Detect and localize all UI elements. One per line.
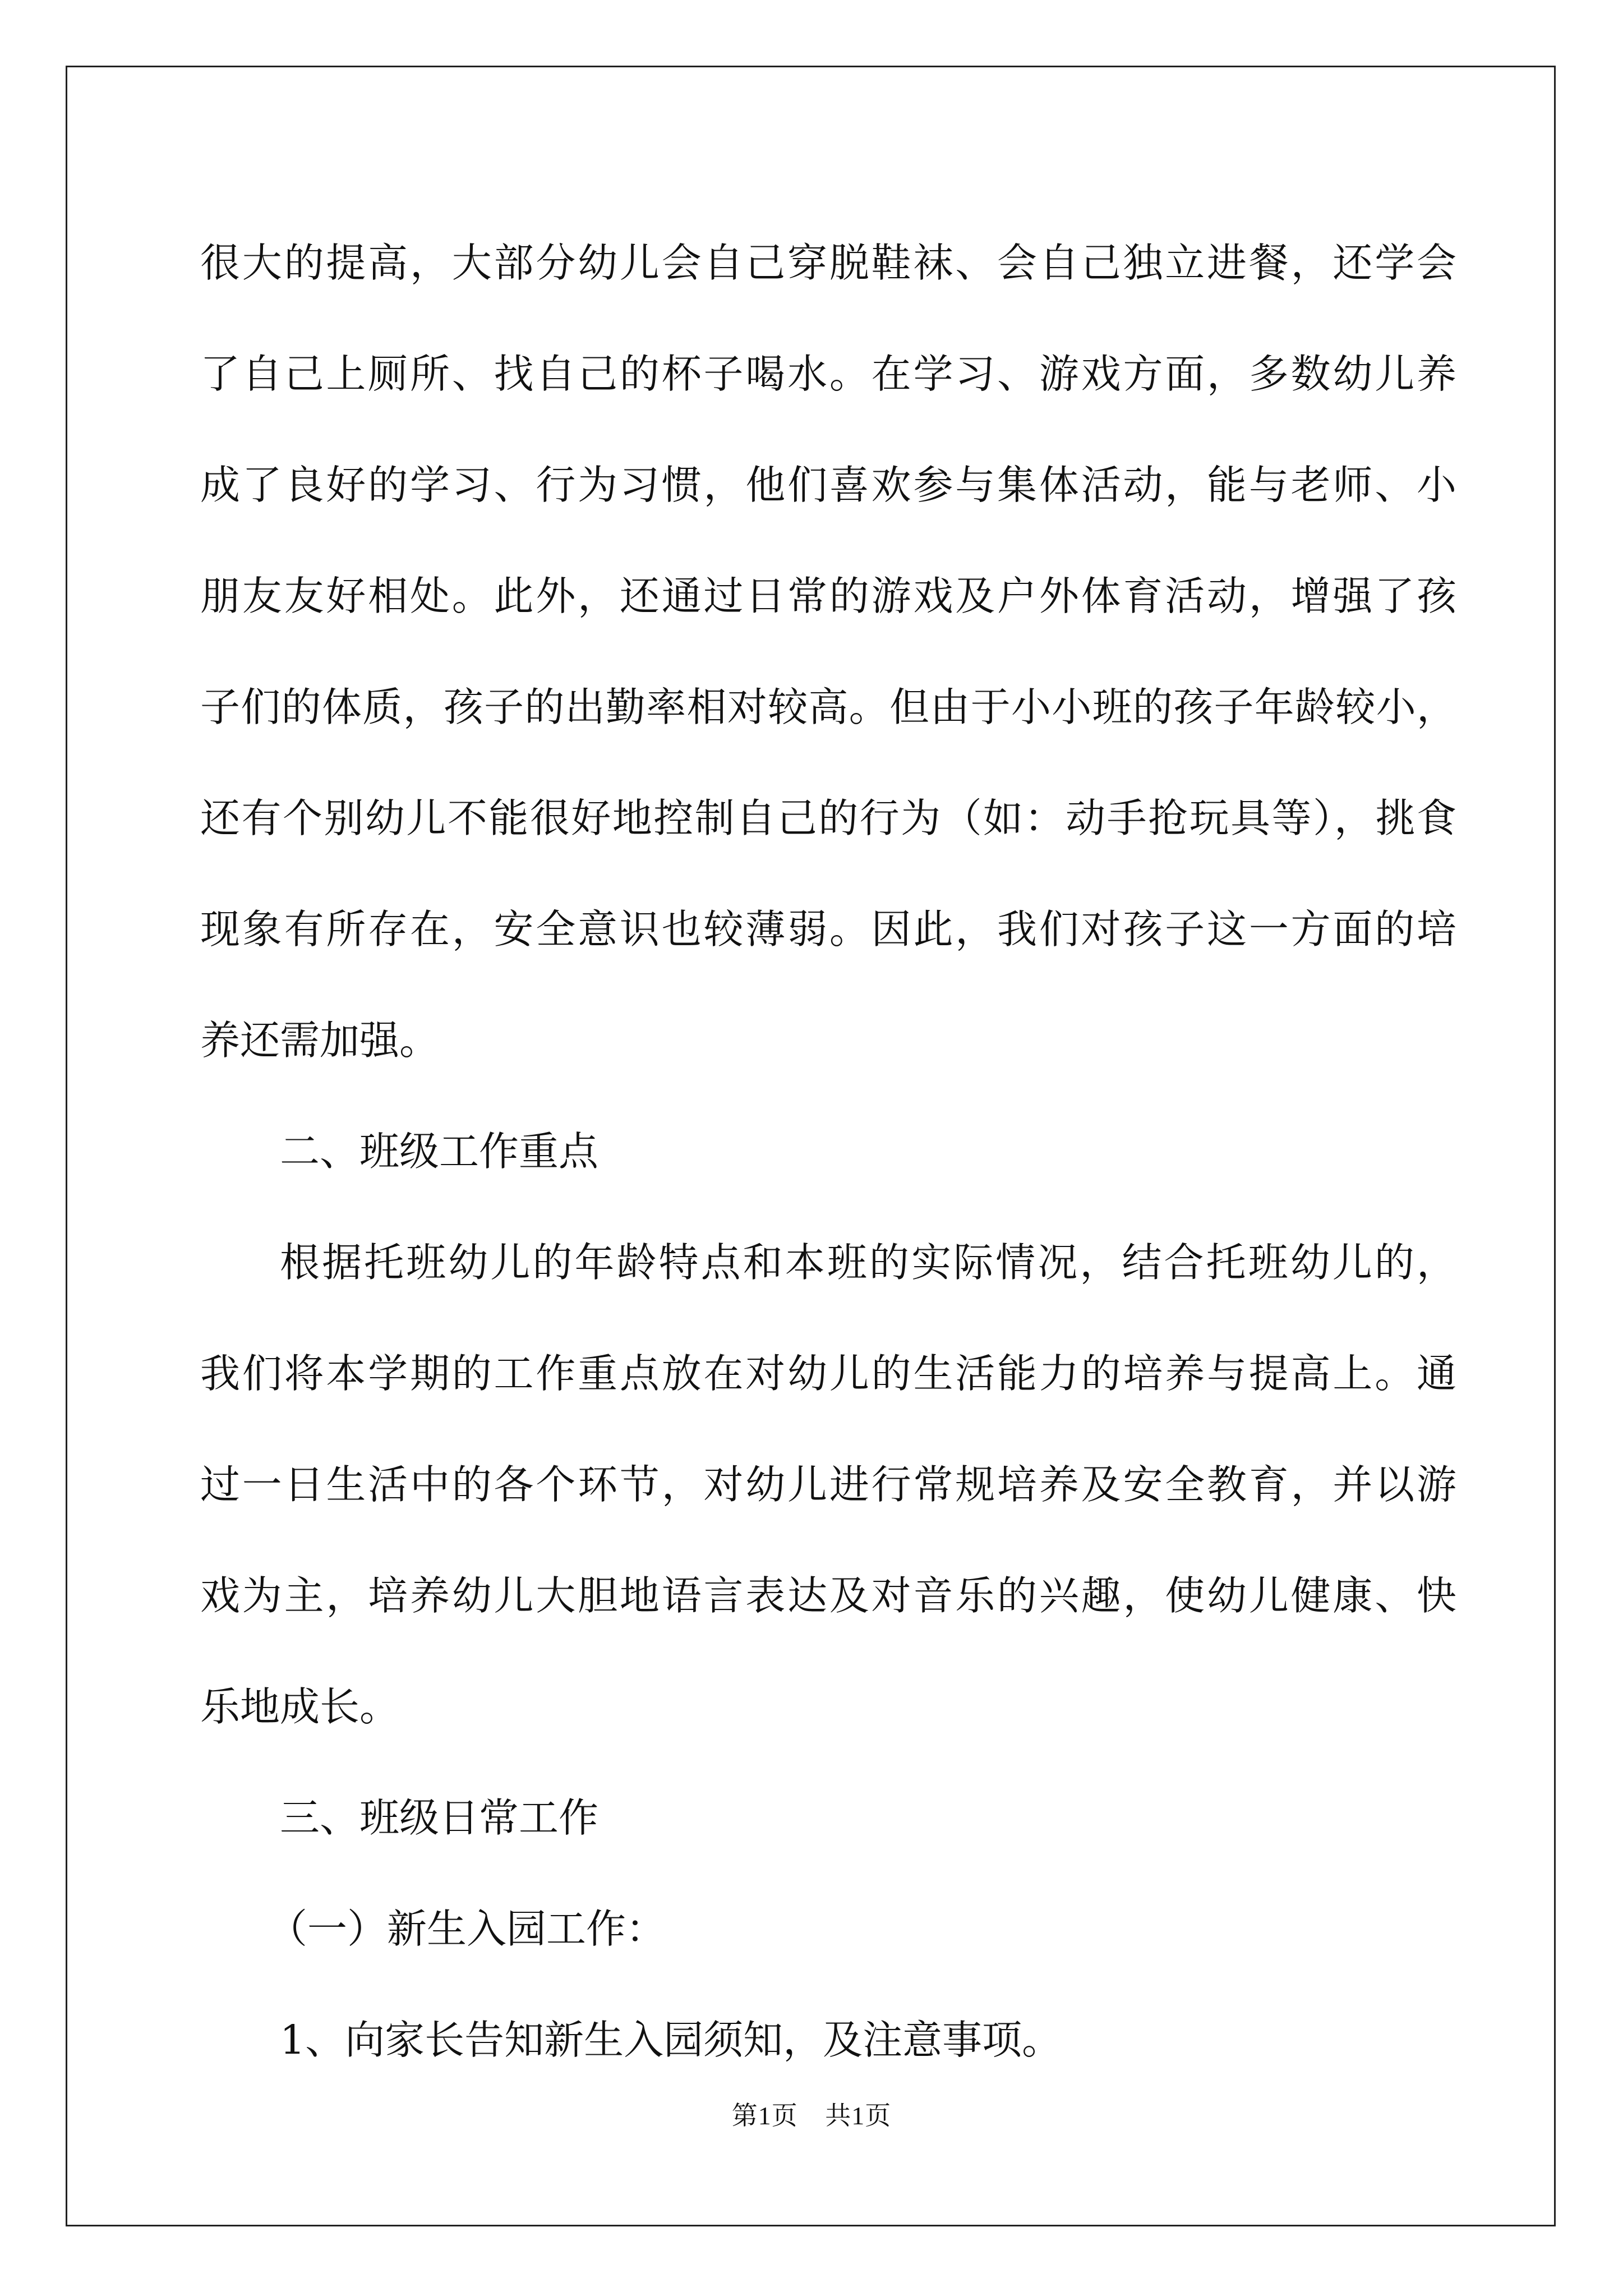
page-footer [0,2095,1623,2132]
paragraph-line: 养还需加强。 [200,1017,440,1064]
paragraph-line: 很大的提高，大部分幼儿会自己穿脱鞋袜、会自己独立进餐，还学会 [200,240,1456,286]
paragraph-line: 还有个别幼儿不能很好地控制自己的行为（如：动手抢玩具等），挑食 [200,795,1456,841]
page-number: 第1页 [731,2101,798,2130]
paragraph-line: 我们将本学期的工作重点放在对幼儿的生活能力的培养与提高上。通 [200,1350,1456,1397]
document-body [200,208,1456,2096]
paragraph-line: 现象有所存在，安全意识也较薄弱。因此，我们对孩子这一方面的培 [200,906,1456,953]
paragraph-line: 朋友友好相处。此外，还通过日常的游戏及户外体育活动，增强了孩 [200,573,1456,619]
paragraph-line: 根据托班幼儿的年龄特点和本班的实际情况，结合托班幼儿的， [280,1239,1456,1286]
paragraph-line: 成了良好的学习、行为习惯，他们喜欢参与集体活动，能与老师、小 [200,462,1456,508]
section-heading: 三、班级日常工作 [280,1795,599,1841]
paragraph-line: 了自己上厕所、找自己的杯子喝水。在学习、游戏方面，多数幼儿养 [200,351,1456,397]
subsection-heading: （一）新生入园工作： [268,1906,666,1952]
paragraph-line: 戏为主，培养幼儿大胆地语言表达及对音乐的兴趣，使幼儿健康、快 [200,1572,1456,1619]
paragraph-line: 过一日生活中的各个环节，对幼儿进行常规培养及安全教育，并以游 [200,1461,1456,1508]
paragraph-line: 子们的体质，孩子的出勤率相对较高。但由于小小班的孩子年龄较小， [200,684,1456,730]
page-total: 共1页 [825,2101,892,2130]
section-heading: 二、班级工作重点 [280,1128,599,1175]
list-item: 1、向家长告知新生入园须知，及注意事项。 [280,2017,1062,2063]
paragraph-line: 乐地成长。 [200,1683,400,1730]
